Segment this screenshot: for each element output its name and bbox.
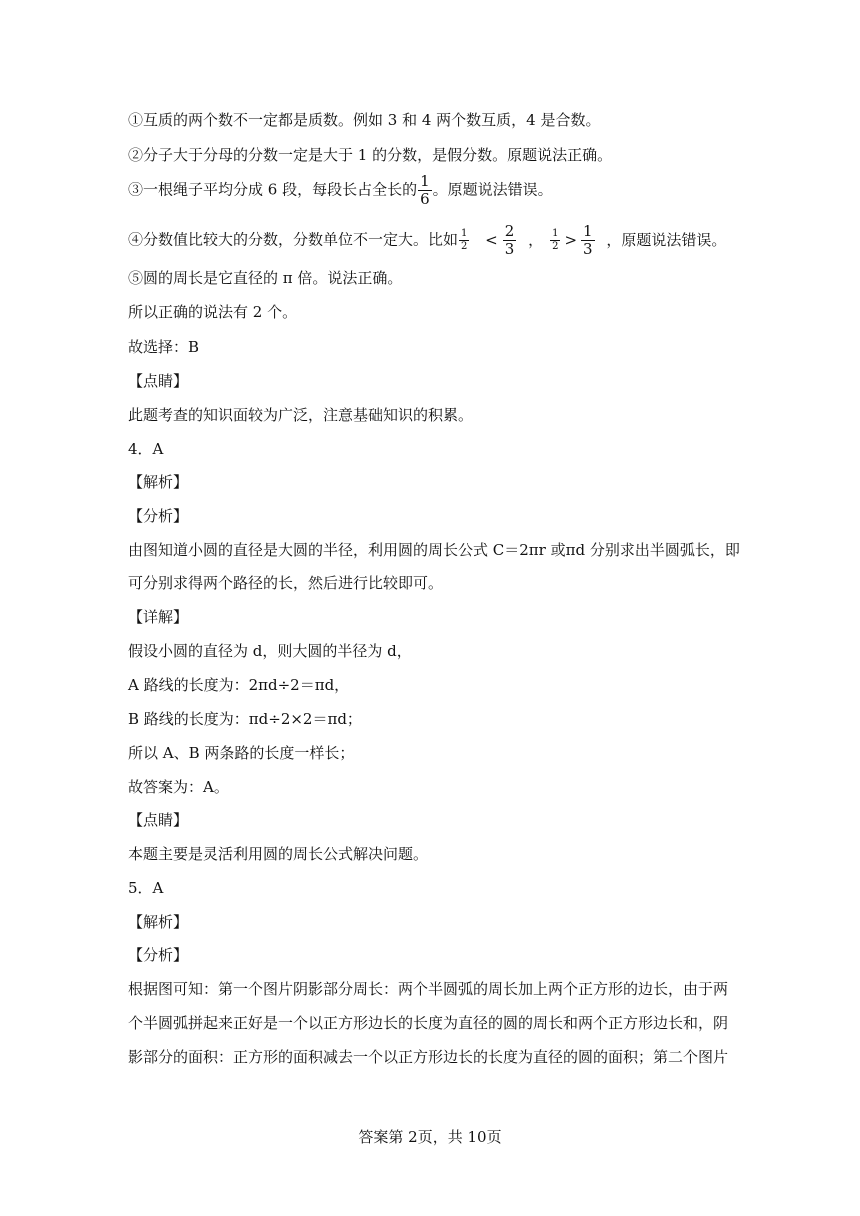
text-segment: ④分数值比较大的分数，分数单位不一定大。比如 — [128, 230, 459, 249]
text-segment: ③一根绳子平均分成 6 段，每段长占全长的 — [128, 180, 418, 199]
fraction-denominator: 2 — [552, 241, 559, 252]
text-line: 假设小圆的直径为 d，则大圆的半径为 d， — [128, 642, 412, 660]
section-heading: 【点睛】 — [128, 811, 189, 829]
question-answer: 5．A — [128, 879, 164, 897]
fraction-denominator: 3 — [504, 240, 515, 258]
text-line: 个半圆弧拼起来正好是一个以正方形边长的长度为直径的圆的周长和两个正方形边长和，阴 — [128, 1014, 729, 1032]
text-line: 故选择：B — [128, 338, 200, 356]
less-than-sign: < — [485, 230, 498, 249]
section-heading: 【解析】 — [128, 473, 189, 491]
text-segment: 。原题说法错误。 — [432, 180, 553, 199]
text-line: ②分子大于分母的分数一定是大于 1 的分数，是假分数。原题说法正确。 — [128, 146, 613, 164]
fraction-numerator: 2 — [504, 222, 515, 240]
fraction — [581, 224, 595, 257]
page-footer: 答案第 2页，共 10页 — [358, 1128, 502, 1146]
fraction-numerator: 1 — [552, 228, 559, 239]
text-line: 根据图可知：第一个图片阴影部分周长：两个半圆弧的周长加上两个正方形的边长，由于两 — [128, 980, 729, 998]
fraction — [550, 229, 560, 252]
text-line: 故答案为：A。 — [128, 778, 229, 796]
section-heading: 【分析】 — [128, 507, 189, 525]
fraction-denominator: 2 — [461, 241, 468, 252]
text-line: ①互质的两个数不一定都是质数。例如 3 和 4 两个数互质，4 是合数。 — [128, 111, 601, 129]
section-heading: 【分析】 — [128, 946, 189, 964]
question-answer: 4．A — [128, 440, 164, 458]
text-line: A 路线的长度为：2πd÷2＝πd， — [128, 676, 350, 694]
fraction-denominator: 3 — [583, 240, 593, 258]
section-heading: 【解析】 — [128, 913, 189, 931]
fraction — [503, 224, 517, 257]
text-line: B 路线的长度为：πd÷2×2＝πd； — [128, 710, 362, 728]
text-line: ⑤圆的周长是它直径的 π 倍。说法正确。 — [128, 269, 403, 287]
fraction-numerator: 1 — [461, 228, 468, 239]
text-line: 所以正确的说法有 2 个。 — [128, 303, 298, 321]
text-line: 由图知道小圆的直径是大圆的半径，利用圆的周长公式 C＝2πr 或πd 分别求出半圆弧长，即 — [128, 541, 740, 559]
text-line: 此题考查的知识面较为广泛，注意基础知识的积累。 — [128, 406, 474, 424]
greater-than-sign: > — [564, 230, 578, 249]
comma: ， — [528, 230, 544, 249]
text-line: 影部分的面积：正方形的面积减去一个以正方形边长的长度为直径的圆的面积；第二个图片 — [128, 1048, 729, 1066]
fraction-numerator: 1 — [583, 222, 593, 240]
fraction — [418, 174, 432, 207]
fraction-numerator: 1 — [420, 172, 430, 190]
fraction — [459, 229, 469, 252]
text-line: 可分别求得两个路径的长，然后进行比较即可。 — [128, 574, 444, 592]
text-line — [128, 174, 553, 207]
fraction-denominator: 6 — [420, 190, 430, 208]
section-heading: 【点睛】 — [128, 372, 189, 390]
text-line: 所以 A、B 两条路的长度一样长； — [128, 744, 355, 762]
section-heading: 【详解】 — [128, 608, 189, 626]
text-segment: ，原题说法错误。 — [606, 230, 727, 249]
text-line: 本题主要是灵活利用圆的周长公式解决问题。 — [128, 845, 429, 863]
text-line — [128, 224, 726, 257]
